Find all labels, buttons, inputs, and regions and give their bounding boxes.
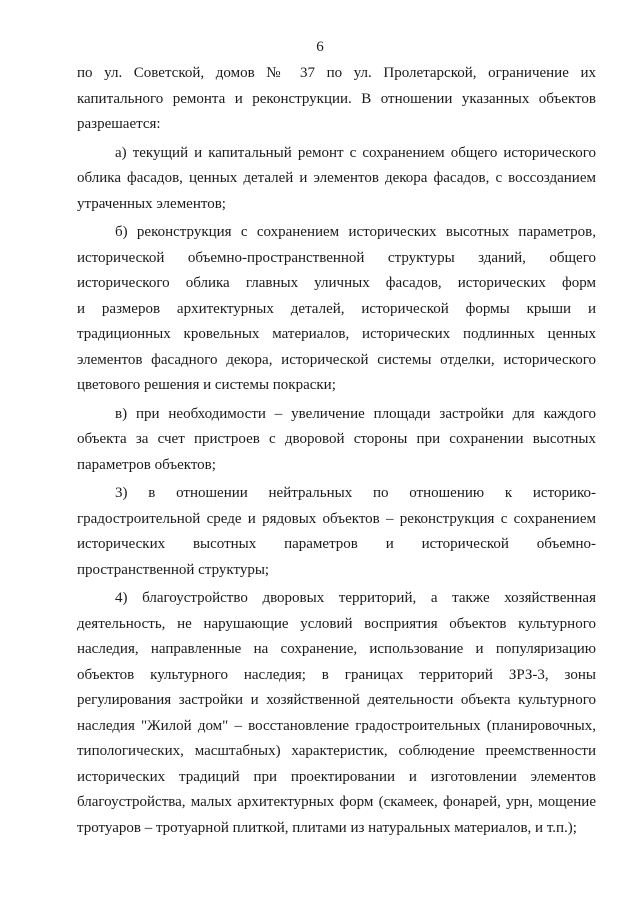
text-line: наследия, направленные на сохранение, использование и популяризацию bbox=[77, 641, 596, 657]
text-line: утраченных элементов; bbox=[77, 195, 226, 212]
text-line: деятельность, не нарушающие условий восприятия объектов культурного bbox=[77, 615, 596, 632]
text-line: наследия "Жилой дом" – восстановление градостроительных (планировочных, bbox=[77, 717, 596, 734]
text-line: и размеров архитектурных деталей, исторической формы крыши и bbox=[77, 300, 596, 317]
text-line: б) реконструкция с сохранением исторических высотных параметров, bbox=[115, 224, 596, 240]
text-line: благоустройства, малых архитектурных форм (скамеек, фонарей, урн, мощение bbox=[77, 794, 596, 810]
text-line: разрешается: bbox=[77, 116, 161, 132]
text-line: 3) в отношении нейтральных по отношению к историко- bbox=[115, 485, 596, 501]
text-line: параметров объектов; bbox=[77, 456, 216, 473]
paragraph-item-4 bbox=[77, 586, 596, 841]
text-line: исторических традиций при проектировании и изготовлении элементов bbox=[77, 768, 596, 785]
text-line: типологических, масштабных) характеристик, соблюдение преемственности bbox=[77, 743, 596, 759]
text-line: исторической объемно-пространственной структуры зданий, общего bbox=[77, 249, 596, 266]
text-line: 4) благоустройство дворовых территорий, а также хозяйственная bbox=[115, 590, 596, 606]
text-line: а) текущий и капитальный ремонт с сохранением общего исторического bbox=[115, 144, 596, 161]
text-line: исторических высотных параметров и исторической объемно- bbox=[77, 536, 596, 552]
text-line: по ул. Советской, домов № 37 по ул. Пролетарской, ограничение их bbox=[77, 65, 596, 81]
body-text bbox=[77, 61, 596, 841]
text-line: традиционных кровельных материалов, исторических подлинных ценных bbox=[77, 326, 596, 342]
text-line: элементов фасадного декора, исторической системы отделки, исторического bbox=[77, 351, 596, 368]
paragraph-item-3 bbox=[77, 481, 596, 583]
text-line: капитального ремонта и реконструкции. В отношении указанных объектов bbox=[77, 90, 596, 107]
text-line: облика фасадов, ценных деталей и элементов декора фасадов, с воссозданием bbox=[77, 170, 596, 186]
text-line: регулирования застройки и хозяйственной деятельности объекта культурного bbox=[77, 692, 596, 708]
paragraph-item-b bbox=[77, 220, 596, 399]
text-line: градостроительной среде и рядовых объектов – реконструкция с сохранением bbox=[77, 510, 596, 527]
text-line: объектов культурного наследия; в границах территорий ЗРЗ-3, зоны bbox=[77, 666, 596, 683]
page-number: 6 bbox=[316, 39, 324, 55]
text-line: тротуаров – тротуарной плиткой, плитами из натуральных материалов, и т.п.); bbox=[77, 819, 577, 836]
text-line: в) при необходимости – увеличение площади застройки для каждого bbox=[115, 405, 596, 422]
text-line: пространственной структуры; bbox=[77, 561, 270, 578]
paragraph-intro bbox=[77, 61, 596, 138]
text-line: объекта за счет пристроев с дворовой стороны при сохранении высотных bbox=[77, 431, 596, 447]
text-line: цветового решения и системы покраски; bbox=[77, 377, 336, 393]
paragraph-item-a bbox=[77, 141, 596, 218]
text-line: исторического облика главных уличных фасадов, исторических форм bbox=[77, 275, 596, 291]
paragraph-item-v bbox=[77, 402, 596, 479]
